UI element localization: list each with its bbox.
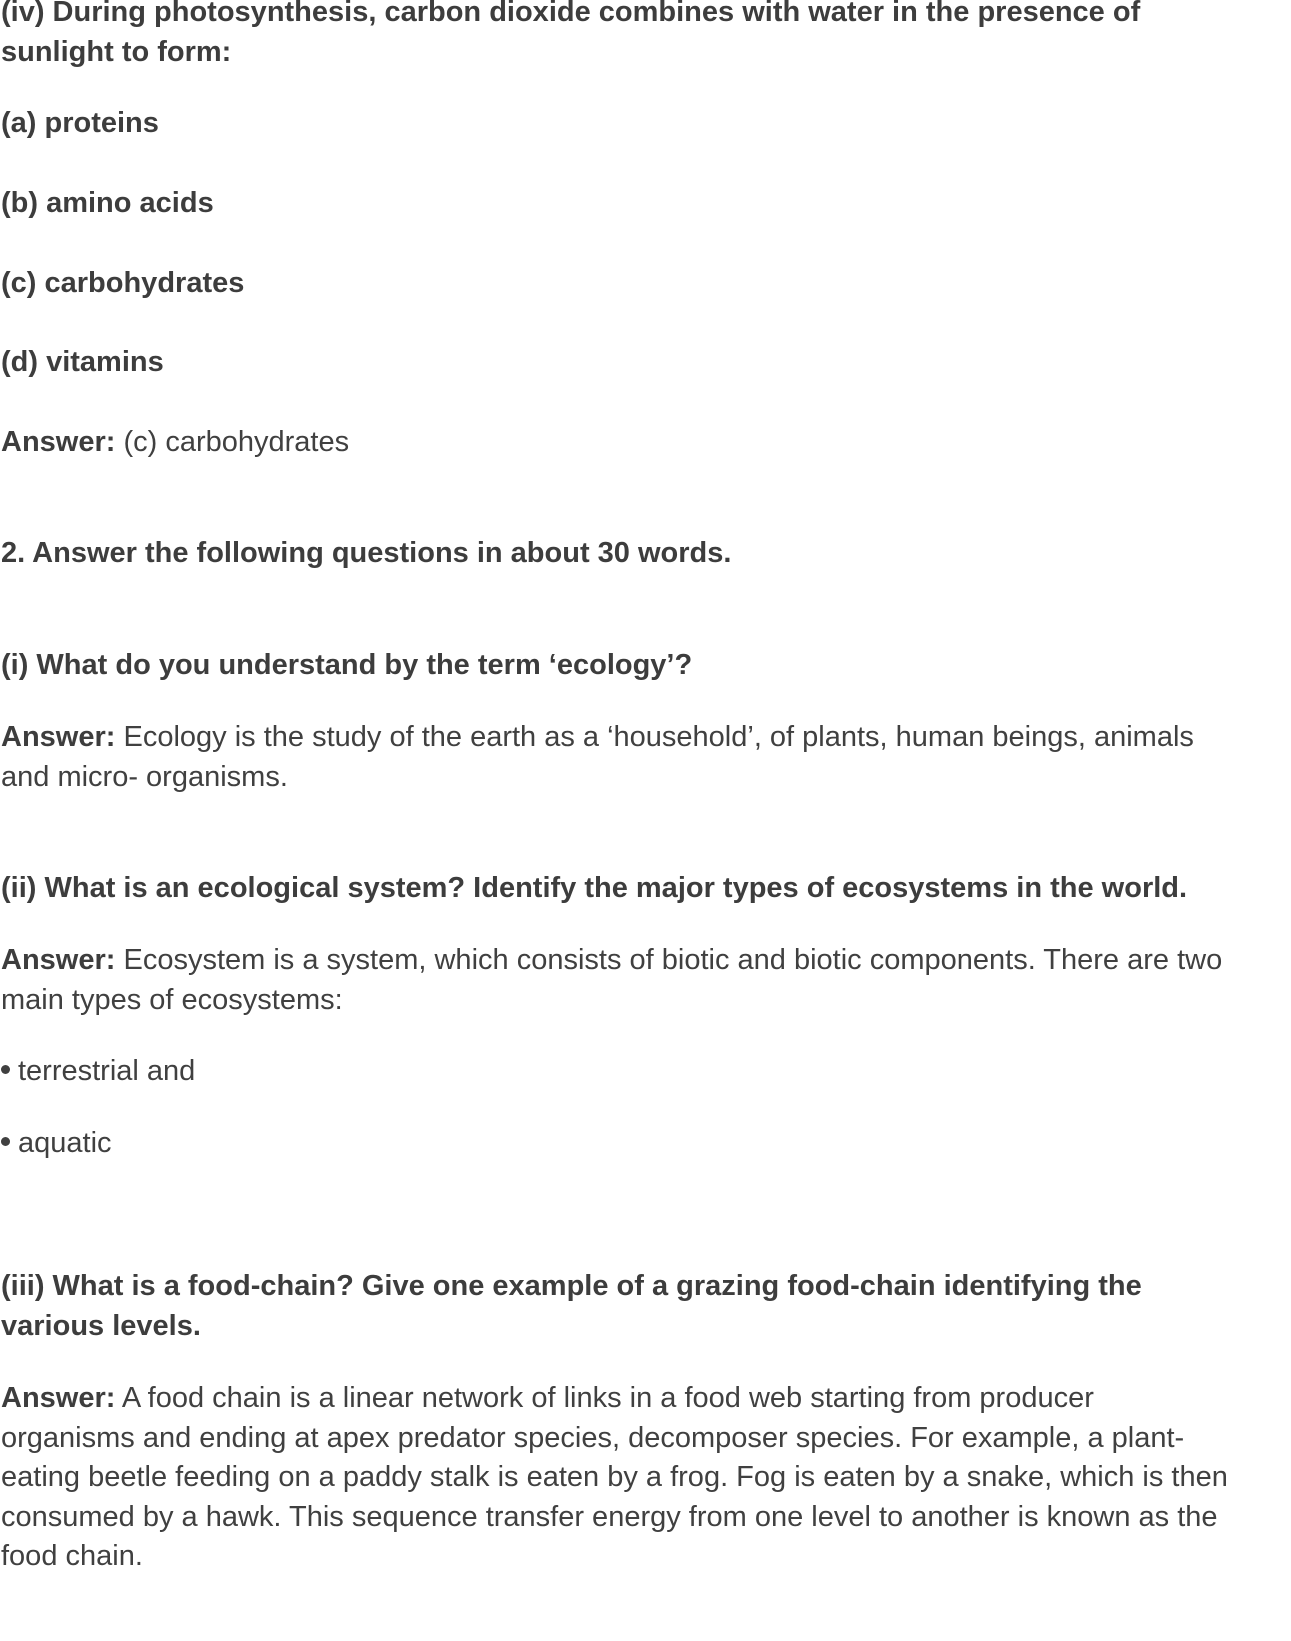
question-iv-line-1: (iv) During photosynthesis, carbon dioxide combines with water in the presence of xyxy=(1,0,1141,28)
answer-iii-line-4: consumed by a hawk. This sequence transfer energy from one level to another is known as the xyxy=(1,1501,1218,1533)
question-iii-line-1: (iii) What is a food-chain? Give one example of a grazing food-chain identifying the xyxy=(1,1270,1142,1302)
bullet-text: terrestrial and xyxy=(18,1055,196,1087)
bullet-item-terrestrial xyxy=(1,1051,1286,1092)
bullet-icon xyxy=(1,1137,10,1146)
option-a: (a) proteins xyxy=(1,107,159,139)
answer-label: Answer: xyxy=(1,1382,116,1414)
question-i: (i) What do you understand by the term ‘ecology’? xyxy=(1,649,693,681)
answer-iii-line-3: eating beetle feeding on a paddy stalk is eaten by a frog. Fog is eaten by a snake, which is then xyxy=(1,1461,1228,1493)
bullet-icon xyxy=(1,1065,10,1074)
answer-iii-text-1: A food chain is a linear network of links in a food web starting from producer xyxy=(115,1382,1094,1414)
bullet-text: aquatic xyxy=(18,1127,112,1159)
answer-ii-line-2: main types of ecosystems: xyxy=(1,984,343,1016)
answer-i-line-1 xyxy=(1,717,1286,758)
answer-iv-text: (c) carbohydrates xyxy=(115,426,350,458)
answer-label: Answer: xyxy=(1,721,116,753)
answer-iii-line-5: food chain. xyxy=(1,1540,143,1572)
answer-iv xyxy=(1,422,1286,463)
option-d: (d) vitamins xyxy=(1,346,164,378)
answer-label: Answer: xyxy=(1,426,116,458)
option-b: (b) amino acids xyxy=(1,187,214,219)
bullet-item-aquatic xyxy=(1,1123,1286,1164)
answer-ii-text-1: Ecosystem is a system, which consists of biotic and biotic components. There are two xyxy=(115,944,1223,976)
question-iv-line-2: sunlight to form: xyxy=(1,36,232,68)
option-c: (c) carbohydrates xyxy=(1,267,245,299)
answer-ii-line-1 xyxy=(1,940,1286,981)
answer-iii-line-2: organisms and ending at apex predator species, decomposer species. For example, a plant- xyxy=(1,1422,1185,1454)
answer-i-text-1: Ecology is the study of the earth as a ‘household’, of plants, human beings, animals xyxy=(115,721,1194,753)
answer-label: Answer: xyxy=(1,944,116,976)
question-ii: (ii) What is an ecological system? Identify the major types of ecosystems in the world. xyxy=(1,872,1188,904)
answer-iii-line-1 xyxy=(1,1378,1286,1419)
answer-i-line-2: and micro- organisms. xyxy=(1,761,288,793)
section-2-heading: 2. Answer the following questions in about 30 words. xyxy=(1,537,732,569)
question-iii-line-2: various levels. xyxy=(1,1310,201,1342)
